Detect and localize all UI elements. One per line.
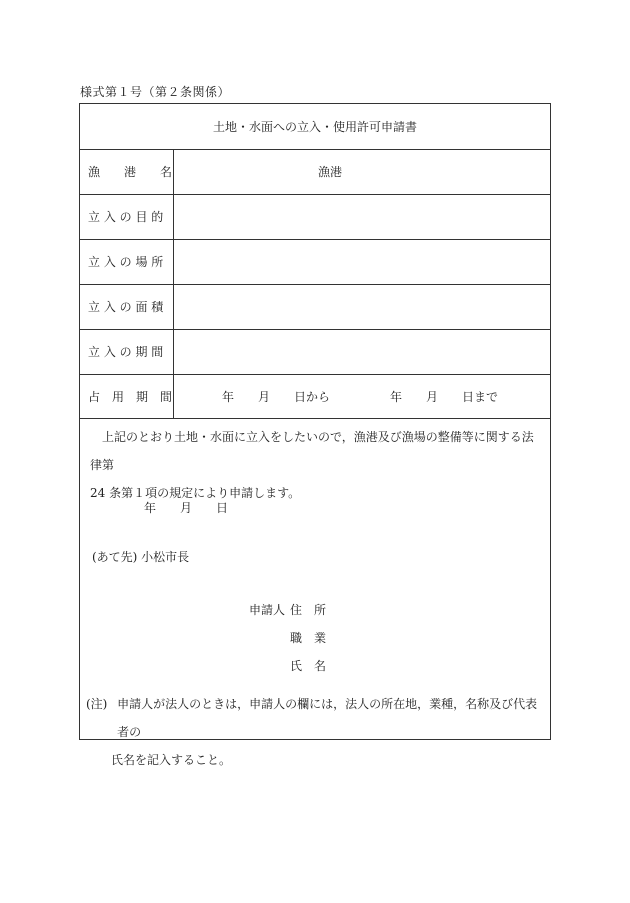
entry-purpose-field[interactable]	[174, 194, 550, 239]
entry-area-label: 立 入 の 面 積	[80, 284, 174, 329]
form-title: 土地・水面への立入・使用許可申請書	[80, 104, 550, 150]
note-line-2: 氏名を記入すること。	[111, 753, 232, 767]
note-section	[86, 690, 548, 774]
fishing-port-field[interactable]: 漁港	[174, 165, 343, 179]
note-mark: (注)	[86, 697, 108, 711]
applicant-address-label[interactable]: 住 所	[290, 603, 327, 617]
addressee: (あて先) 小松市長	[92, 550, 190, 564]
entry-location-field[interactable]	[174, 239, 550, 284]
entry-location-label: 立 入 の 場 所	[80, 239, 174, 284]
entry-area-field[interactable]	[174, 284, 550, 329]
occupancy-period-field[interactable]: 年 月 日から 年 月 日まで	[174, 389, 499, 404]
applicant-block	[249, 596, 326, 680]
entry-purpose-label: 立 入 の 目 的	[80, 194, 174, 239]
request-statement	[90, 423, 545, 507]
row-entry-purpose	[80, 194, 550, 240]
entry-period-label: 立 入 の 期 間	[80, 329, 174, 374]
request-statement-line-2: 24 条第１項の規定により申請します。	[90, 486, 301, 500]
form-number-label: 様式第１号（第２条関係）	[80, 85, 231, 99]
occupancy-period-label: 占 用 期 間	[80, 374, 174, 418]
applicant-heading: 申請人	[249, 603, 286, 617]
note-line-1: 申請人が法人のときは，申請人の欄には，法人の所在地，業種，名称及び代表者の	[117, 697, 538, 739]
row-entry-location	[80, 239, 550, 285]
fishing-port-label: 漁 港 名	[80, 149, 174, 194]
applicant-occupation-label[interactable]: 職 業	[290, 631, 327, 645]
entry-period-field[interactable]	[174, 329, 550, 374]
row-occupancy-period	[80, 374, 550, 419]
row-entry-area	[80, 284, 550, 330]
application-form	[79, 103, 551, 767]
request-statement-line-1: 上記のとおり土地・水面に立入をしたいので，漁港及び漁場の整備等に関する法律第	[90, 430, 534, 472]
applicant-name-label[interactable]: 氏 名	[290, 659, 327, 673]
row-entry-period	[80, 329, 550, 375]
row-fishing-port	[80, 149, 550, 195]
application-date[interactable]: 年 月 日	[144, 501, 229, 515]
